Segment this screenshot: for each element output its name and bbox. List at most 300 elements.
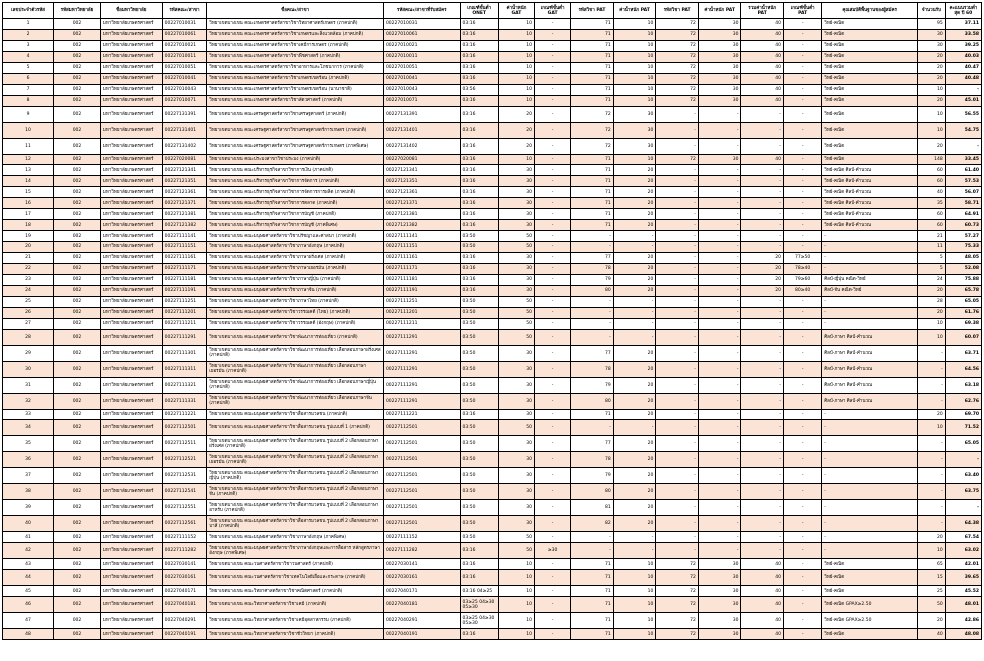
table-cell: มหาวิทยาลัยเกษตรศาสตร์ [100, 559, 162, 570]
table-row [3, 84, 982, 95]
table-cell: - [698, 242, 741, 253]
table-cell: วิทยาเขตบางเขน คณะเศรษฐศาสตร์สาขาวิชาเศรษฐศาสตร์การเกษตร (ภาคปกติ) [207, 122, 384, 138]
table-cell: 50 [498, 329, 534, 345]
table-cell: 03:50 [460, 345, 498, 361]
table-row [3, 51, 982, 62]
table-cell: 72 [656, 586, 699, 597]
table-cell: - [918, 484, 946, 500]
table-cell: - [535, 307, 571, 318]
table-cell: 03:16 [460, 209, 498, 220]
table-cell: 00227112551 [162, 500, 207, 516]
table-cell: 20 [613, 165, 656, 176]
table-cell: มหาวิทยาลัยเกษตรศาสตร์ [100, 296, 162, 307]
table-cell: - [741, 436, 784, 452]
table-cell: วิทยาเขตบางเขน คณะเศรษฐศาสตร์สาขาวิชาเศรษฐศาสตร์ (ภาคปกติ) [207, 106, 384, 122]
table-cell: 002 [54, 165, 101, 176]
table-cell: 16 [3, 198, 54, 209]
table-cell: - [822, 532, 918, 543]
table-cell: 00227111221 [162, 409, 207, 420]
table-cell: - [535, 393, 571, 409]
table-cell: - [784, 122, 822, 138]
table-cell: 10 [918, 106, 946, 122]
table-cell: 30 [698, 84, 741, 95]
table-cell: 002 [54, 122, 101, 138]
table-cell: 65 [918, 559, 946, 570]
table-cell: 00227010031 [383, 19, 460, 30]
table-cell: - [822, 252, 918, 263]
table-cell: - [784, 586, 822, 597]
table-cell: - [535, 409, 571, 420]
table-cell: 00227111161 [383, 252, 460, 263]
table-cell: 00227010061 [383, 29, 460, 40]
table-cell: 00227121382 [162, 220, 207, 231]
table-cell: วิทยาเขตบางเขน คณะมนุษยศาสตร์สาขาวิชาสื่อสารมวลชน (ภาคปกติ) [207, 409, 384, 420]
table-cell: - [535, 559, 571, 570]
table-cell: 002 [54, 570, 101, 586]
table-cell: 00227121381 [383, 209, 460, 220]
table-cell: - [698, 409, 741, 420]
table-cell: 10 [613, 51, 656, 62]
table-cell: - [656, 138, 699, 154]
table-row [3, 176, 982, 187]
table-cell: 00227111291 [383, 345, 460, 361]
table-cell: มหาวิทยาลัยเกษตรศาสตร์ [100, 570, 162, 586]
table-cell: 40 [741, 559, 784, 570]
table-cell: วิทย์-คณิต ศิลป์-คำนวณ [822, 220, 918, 231]
table-row [3, 420, 982, 436]
table-cell: วิทยาเขตบางเขน คณะมนุษยศาสตร์สาขาวิชาสื่อสารมวลชน รูปแบบที่ 2 เลือกสอบภาษาบาลี (ภาคปกติ) [207, 516, 384, 532]
table-cell: - [822, 242, 918, 253]
table-cell: - [822, 420, 918, 436]
table-cell: - [945, 84, 981, 95]
table-cell: 77 [571, 252, 614, 263]
table-cell: 03:50 [460, 452, 498, 468]
table-cell: วิทยาเขตบางเขน คณะเกษตรศาสตร์สาขาวิชาเกษตรและสิ่งแวดล้อม (ภาคปกติ) [207, 29, 384, 40]
table-cell: 69.70 [945, 409, 981, 420]
table-cell: - [784, 231, 822, 242]
table-cell: 00227112521 [162, 452, 207, 468]
table-row [3, 543, 982, 559]
table-cell: มหาวิทยาลัยเกษตรศาสตร์ [100, 484, 162, 500]
table-cell: - [698, 361, 741, 377]
table-cell: วิทย์-คณิต [822, 570, 918, 586]
table-cell: 002 [54, 543, 101, 559]
table-cell: 00227112501 [383, 484, 460, 500]
table-cell: 00227111151 [383, 242, 460, 253]
table-cell: วิทย์-คณิต ศิลป์-คำนวณ [822, 187, 918, 198]
table-cell: - [918, 468, 946, 484]
table-cell: - [613, 420, 656, 436]
table-cell: มหาวิทยาลัยเกษตรศาสตร์ [100, 285, 162, 296]
table-cell: 03:50 [460, 484, 498, 500]
table-cell: - [535, 296, 571, 307]
table-cell: 20 [613, 393, 656, 409]
table-cell: - [571, 231, 614, 242]
table-cell: - [698, 329, 741, 345]
table-cell: 30 [498, 436, 534, 452]
table-cell: วิทยาเขตบางเขน คณะมนุษยศาสตร์สาขาวิชาภาษาเยอรมัน (ภาคปกติ) [207, 263, 384, 274]
table-cell: 00227040171 [383, 586, 460, 597]
table-cell: 50 [498, 532, 534, 543]
table-cell: 00227040291 [162, 613, 207, 629]
table-cell: - [784, 500, 822, 516]
table-row [3, 559, 982, 570]
table-cell: มหาวิทยาลัยเกษตรศาสตร์ [100, 138, 162, 154]
table-cell: 20 [613, 176, 656, 187]
table-cell: - [656, 187, 699, 198]
table-cell: 03≥25 04≥30 05≥30 [460, 597, 498, 613]
table-cell: 10 [613, 570, 656, 586]
table-cell: 002 [54, 559, 101, 570]
table-cell: วิทย์-คณิต [822, 106, 918, 122]
table-cell: 71 [571, 409, 614, 420]
table-cell: - [822, 452, 918, 468]
table-cell: 2 [3, 29, 54, 40]
table-cell: - [698, 436, 741, 452]
column-header: ชื่อคณะ/สาขา [207, 3, 384, 19]
table-cell: 03:16 [460, 29, 498, 40]
table-cell: 31 [3, 377, 54, 393]
table-cell: 03:50 [460, 500, 498, 516]
table-cell: 34 [3, 420, 54, 436]
table-cell: วิทย์-คณิต [822, 40, 918, 51]
table-cell: 00227121341 [162, 165, 207, 176]
table-cell: 11 [918, 242, 946, 253]
table-cell: 72 [656, 613, 699, 629]
table-cell: - [535, 532, 571, 543]
table-cell: 47 [3, 613, 54, 629]
table-cell: มหาวิทยาลัยเกษตรศาสตร์ [100, 345, 162, 361]
table-cell: - [784, 154, 822, 165]
table-cell: - [918, 361, 946, 377]
table-cell: 20 [918, 73, 946, 84]
table-cell: 71 [571, 154, 614, 165]
table-row [3, 452, 982, 468]
table-cell: - [698, 138, 741, 154]
table-cell: - [698, 198, 741, 209]
table-cell: 20 [613, 274, 656, 285]
table-cell: 30 [698, 95, 741, 106]
table-cell: 71 [571, 51, 614, 62]
table-cell: - [741, 165, 784, 176]
table-cell: มหาวิทยาลัยเกษตรศาสตร์ [100, 586, 162, 597]
table-cell: มหาวิทยาลัยเกษตรศาสตร์ [100, 73, 162, 84]
table-cell: 78 [571, 361, 614, 377]
table-cell: - [656, 409, 699, 420]
table-cell: - [698, 165, 741, 176]
table-row [3, 613, 982, 629]
table-cell: วิทยาเขตบางเขน คณะมนุษยศาสตร์สาขาวิชาภาษาอังกฤษ (ภาคปกติ) [207, 242, 384, 253]
table-row [3, 329, 982, 345]
table-cell: มหาวิทยาลัยเกษตรศาสตร์ [100, 187, 162, 198]
table-cell: 20 [741, 263, 784, 274]
table-cell: 20 [613, 209, 656, 220]
table-cell: 50 [498, 242, 534, 253]
table-cell: 40 [741, 586, 784, 597]
table-row [3, 307, 982, 318]
table-cell: 40.47 [945, 62, 981, 73]
table-cell: 43 [3, 559, 54, 570]
table-cell: 23 [3, 274, 54, 285]
table-cell: 03:16 [460, 95, 498, 106]
table-cell: 00227112541 [162, 484, 207, 500]
table-cell: 71 [571, 187, 614, 198]
table-cell: 20 [613, 361, 656, 377]
table-cell: - [822, 231, 918, 242]
table-cell: 71 [571, 176, 614, 187]
table-cell: 00227010011 [162, 51, 207, 62]
table-cell: วิทยาเขตบางเขน คณะเกษตรศาสตร์สาขาวิชาเกษตรเขตร้อน (ภาคปกติ) [207, 73, 384, 84]
table-cell: 002 [54, 586, 101, 597]
table-cell: 20 [613, 468, 656, 484]
table-cell: - [571, 318, 614, 329]
table-cell: 10 [613, 613, 656, 629]
table-cell: วิทยาเขตบางเขน คณะมนุษยศาสตร์สาขาวิชาภาษาไทย (ภาคปกติ) [207, 296, 384, 307]
table-cell: 72 [656, 95, 699, 106]
table-cell: วิทยาเขตบางเขน คณะวิทยาศาสตร์สาขาวิชาเคมีอุตสาหกรรม (ภาคปกติ) [207, 613, 384, 629]
table-cell: 002 [54, 468, 101, 484]
table-cell: วิทยาเขตบางเขน คณะมนุษยศาสตร์สาขาวิชาภาษาอังกฤษ (ภาคพิเศษ) [207, 532, 384, 543]
table-cell: - [741, 198, 784, 209]
table-cell: 10 [918, 420, 946, 436]
table-cell: 00227030141 [383, 559, 460, 570]
column-header: เกณฑ์ขั้นต่ำ PAT [784, 3, 822, 19]
table-cell: มหาวิทยาลัยเกษตรศาสตร์ [100, 220, 162, 231]
table-cell: - [656, 165, 699, 176]
table-cell: 002 [54, 329, 101, 345]
table-cell: วิทยาเขตบางเขน คณะบริหารธุรกิจสาขาวิชาการบัญชี (ภาคพิเศษ) [207, 220, 384, 231]
table-cell: 00227121382 [383, 220, 460, 231]
table-cell: วิทยาเขตบางเขน คณะมนุษยศาสตร์สาขาวิชาสื่อสารมวลชน รูปแบบที่ 2 เลือกสอบภาษาอาหรับ (ภาคปกติ) [207, 500, 384, 516]
table-cell: 48.05 [945, 252, 981, 263]
table-cell: - [698, 318, 741, 329]
table-cell: 50 [918, 597, 946, 613]
table-cell: 20 [498, 122, 534, 138]
table-cell: 30 [498, 263, 534, 274]
table-cell: 72 [656, 154, 699, 165]
table-cell: 75.88 [945, 274, 981, 285]
table-cell: 29 [3, 345, 54, 361]
table-cell: - [698, 532, 741, 543]
table-cell: - [613, 242, 656, 253]
table-cell: 72 [656, 73, 699, 84]
table-cell: 40 [741, 570, 784, 586]
table-cell: - [698, 220, 741, 231]
table-cell: 37.11 [945, 19, 981, 30]
table-cell: 00227111151 [162, 242, 207, 253]
table-cell: - [535, 252, 571, 263]
table-cell: 03:50 [460, 329, 498, 345]
table-cell: - [741, 452, 784, 468]
table-row [3, 138, 982, 154]
table-cell: 10 [613, 597, 656, 613]
table-cell: 11 [3, 138, 54, 154]
table-cell: - [822, 318, 918, 329]
table-cell: - [822, 484, 918, 500]
table-cell: 002 [54, 318, 101, 329]
table-row [3, 252, 982, 263]
table-cell: 00227111152 [383, 532, 460, 543]
table-cell: - [535, 586, 571, 597]
table-cell: 30 [698, 62, 741, 73]
table-cell: - [784, 220, 822, 231]
table-cell: 30 [498, 484, 534, 500]
table-cell: 10 [498, 629, 534, 640]
table-cell: 10 [498, 84, 534, 95]
table-cell: 002 [54, 252, 101, 263]
table-cell: - [613, 318, 656, 329]
table-cell: 64.91 [945, 209, 981, 220]
table-cell: - [656, 361, 699, 377]
table-cell: 60 [918, 165, 946, 176]
table-cell: วิทยาเขตบางเขน คณะบริหารธุรกิจสาขาวิชาการจัดการการผลิต (ภาคปกติ) [207, 187, 384, 198]
table-cell: 20 [918, 95, 946, 106]
table-cell: วิทย์-คณิต [822, 559, 918, 570]
table-cell: 03:16 [460, 263, 498, 274]
table-cell: มหาวิทยาลัยเกษตรศาสตร์ [100, 62, 162, 73]
table-cell: 10 [613, 154, 656, 165]
table-cell: - [784, 452, 822, 468]
table-cell: 03:16 [460, 198, 498, 209]
table-cell: 10 [498, 586, 534, 597]
table-cell: มหาวิทยาลัยเกษตรศาสตร์ [100, 19, 162, 30]
table-cell: - [784, 629, 822, 640]
table-cell: วิทย์-คณิต ศิลป์-คำนวณ [822, 165, 918, 176]
table-cell: - [741, 500, 784, 516]
table-cell: - [698, 377, 741, 393]
table-cell: 20 [613, 409, 656, 420]
column-header: เลขประจำตัวรหัส [3, 3, 54, 19]
table-cell: 20 [918, 307, 946, 318]
table-cell: - [741, 220, 784, 231]
table-cell: 72 [656, 629, 699, 640]
table-cell: 10 [613, 629, 656, 640]
table-cell: วิทยาเขตบางเขน คณะมนุษยศาสตร์สาขาวิชาสื่อสารมวลชน รูปแบบที่ 2 เลือกสอบภาษาจีน (ภาคปกติ) [207, 484, 384, 500]
table-cell: มหาวิทยาลัยเกษตรศาสตร์ [100, 318, 162, 329]
admission-table [2, 2, 982, 640]
table-row [3, 468, 982, 484]
table-cell: 00227112501 [162, 420, 207, 436]
table-cell: 15 [918, 570, 946, 586]
table-cell: วิทยาเขตบางเขน คณะวนศาสตร์สาขาวิชาเทคโนโลยีเยื่อและกระดาษ (ภาคปกติ) [207, 570, 384, 586]
table-cell: 30 [498, 285, 534, 296]
table-cell: 30 [498, 500, 534, 516]
table-cell: มหาวิทยาลัยเกษตรศาสตร์ [100, 263, 162, 274]
table-cell: มหาวิทยาลัยเกษตรศาสตร์ [100, 95, 162, 106]
table-cell: 002 [54, 436, 101, 452]
table-cell: 45.52 [945, 586, 981, 597]
table-cell: - [741, 393, 784, 409]
table-cell: - [784, 51, 822, 62]
table-row [3, 318, 982, 329]
table-cell: 00227121351 [383, 176, 460, 187]
table-cell: - [698, 231, 741, 242]
table-cell: 10 [918, 329, 946, 345]
table-cell: 40.03 [945, 51, 981, 62]
table-cell: - [656, 252, 699, 263]
table-cell: 56.07 [945, 187, 981, 198]
table-cell: - [535, 29, 571, 40]
table-cell: 30 [698, 570, 741, 586]
table-row [3, 484, 982, 500]
table-cell: 002 [54, 377, 101, 393]
table-cell: 10 [613, 95, 656, 106]
table-cell: มหาวิทยาลัยเกษตรศาสตร์ [100, 532, 162, 543]
table-cell: - [656, 307, 699, 318]
table-cell: 71 [571, 613, 614, 629]
table-cell: - [822, 263, 918, 274]
table-cell: 03:16 [460, 154, 498, 165]
table-cell: - [571, 543, 614, 559]
table-cell: - [535, 274, 571, 285]
table-cell: - [784, 209, 822, 220]
table-cell: 50 [498, 318, 534, 329]
table-cell: - [535, 209, 571, 220]
table-cell: 00227131391 [383, 106, 460, 122]
table-cell: - [698, 516, 741, 532]
table-cell: 30 [498, 252, 534, 263]
table-cell: 38 [3, 484, 54, 500]
table-cell: 00227111221 [383, 409, 460, 420]
table-cell: - [613, 329, 656, 345]
table-cell: 10 [498, 95, 534, 106]
table-cell: 03:16 [460, 570, 498, 586]
table-cell: 12 [3, 154, 54, 165]
table-row [3, 296, 982, 307]
table-cell: 40.48 [945, 73, 981, 84]
table-cell: 10 [613, 73, 656, 84]
table-cell: วิทยาเขตบางเขน คณะวิทยาศาสตร์สาขาวิชาคณิตศาสตร์ (ภาคปกติ) [207, 586, 384, 597]
table-cell: - [945, 500, 981, 516]
column-header: รหัสคณะ/สาขา [162, 3, 207, 19]
table-cell: - [535, 318, 571, 329]
column-header: รหัสวิชา PAT [656, 3, 699, 19]
table-cell: มหาวิทยาลัยเกษตรศาสตร์ [100, 629, 162, 640]
table-cell: - [741, 516, 784, 532]
table-row [3, 40, 982, 51]
table-cell: 00227010061 [162, 29, 207, 40]
table-cell: 30 [698, 559, 741, 570]
table-cell: 00227111171 [162, 263, 207, 274]
table-cell: - [698, 420, 741, 436]
table-cell: 10 [918, 122, 946, 138]
table-cell: - [535, 468, 571, 484]
table-cell: 00227020081 [383, 154, 460, 165]
table-cell: มหาวิทยาลัยเกษตรศาสตร์ [100, 231, 162, 242]
table-cell: 21 [3, 252, 54, 263]
table-cell: 00227111321 [162, 377, 207, 393]
table-row [3, 73, 982, 84]
table-cell: - [571, 532, 614, 543]
table-cell: วิทยาเขตบางเขน คณะเกษตรศาสตร์สาขาวิชาสัตวศาสตร์ (ภาคปกติ) [207, 95, 384, 106]
table-cell: 10 [498, 29, 534, 40]
table-cell: มหาวิทยาลัยเกษตรศาสตร์ [100, 409, 162, 420]
table-cell: - [535, 176, 571, 187]
table-cell: - [741, 409, 784, 420]
table-cell: - [784, 420, 822, 436]
table-cell: - [741, 420, 784, 436]
table-cell: - [656, 329, 699, 345]
table-cell: 71 [571, 73, 614, 84]
table-cell: 00227111191 [162, 285, 207, 296]
table-cell: มหาวิทยาลัยเกษตรศาสตร์ [100, 40, 162, 51]
table-cell: 00227112501 [383, 452, 460, 468]
table-cell: - [535, 122, 571, 138]
table-cell: มหาวิทยาลัยเกษตรศาสตร์ [100, 597, 162, 613]
table-cell: - [535, 377, 571, 393]
table-cell: - [535, 95, 571, 106]
table-cell: - [784, 95, 822, 106]
